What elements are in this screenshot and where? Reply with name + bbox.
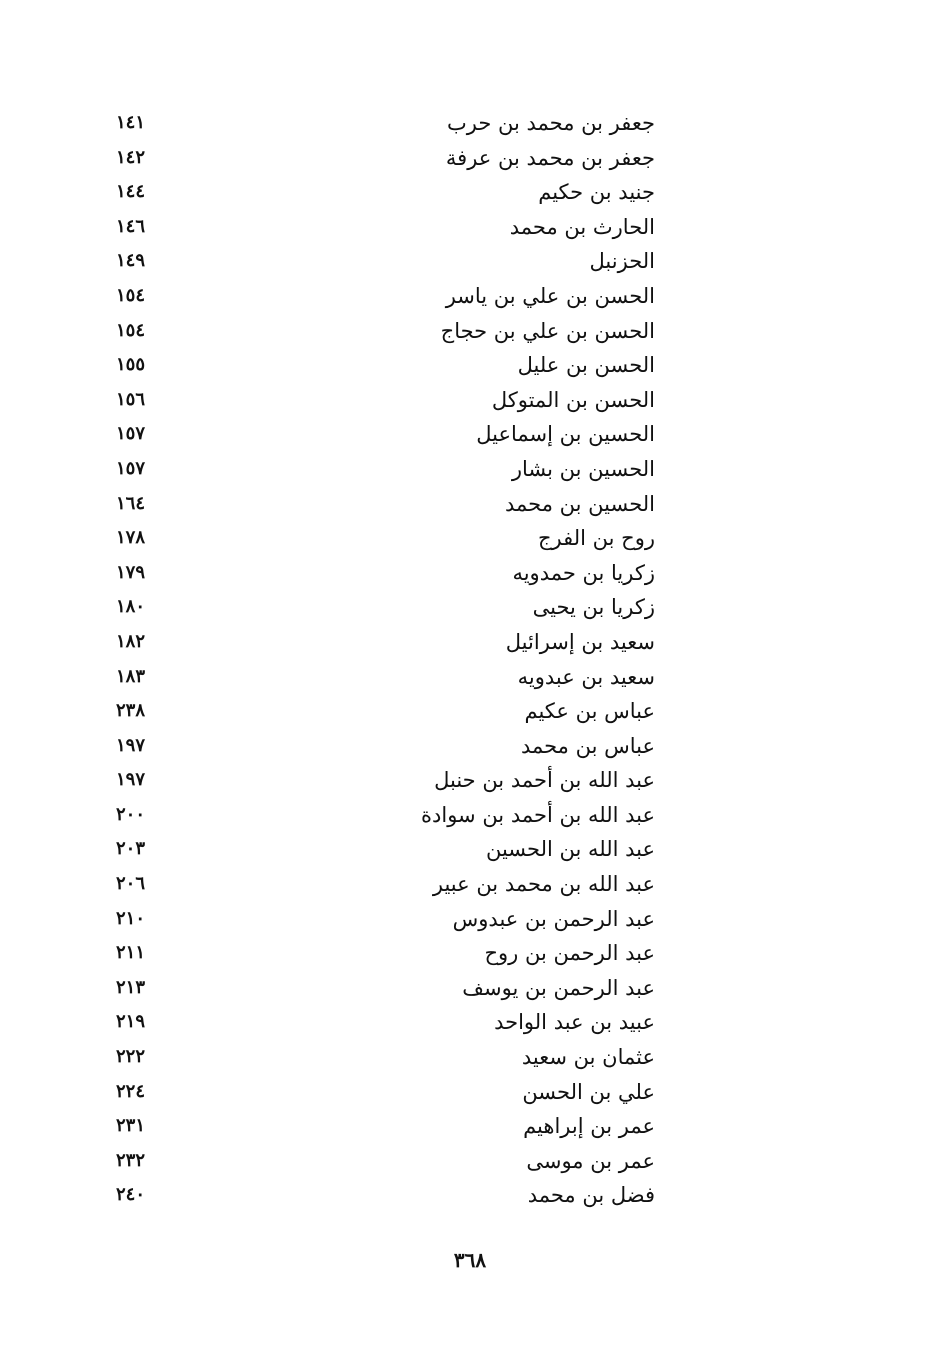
entry-page-number: ١٤٩ (116, 250, 146, 272)
index-entry (110, 452, 655, 487)
entry-name: عمر بن إبراهيم (523, 1114, 655, 1139)
entry-name: عبد الرحمن بن روح (484, 941, 655, 966)
entry-page-number: ٢٤٠ (116, 1184, 146, 1206)
index-entry (110, 244, 655, 279)
index-entry (110, 1178, 655, 1213)
index-entry (110, 971, 655, 1006)
entry-name: الحسين بن بشار (511, 456, 655, 481)
entry-name: عبيد بن عبد الواحد (494, 1010, 655, 1035)
entry-page-number: ١٩٧ (116, 734, 146, 756)
entry-page-number: ٢٢٤ (116, 1080, 146, 1102)
entry-name: الحسين بن إسماعيل (476, 422, 655, 447)
entry-name: عبد الرحمن بن يوسف (462, 975, 655, 1000)
entry-page-number: ١٩٧ (116, 769, 146, 791)
entry-name: الحسن بن علي بن حجاج (440, 318, 655, 343)
index-entry (110, 521, 655, 556)
index-entry (110, 210, 655, 245)
entry-name: عباس بن محمد (520, 733, 655, 758)
index-entry (110, 175, 655, 210)
entry-page-number: ١٨٠ (116, 596, 146, 618)
entry-name: عمر بن موسى (526, 1148, 655, 1173)
entry-page-number: ١٥٦ (116, 388, 146, 410)
page-number: ٣٦٨ (453, 1248, 487, 1272)
index-entry (110, 902, 655, 937)
index-entry (110, 936, 655, 971)
index-entry (110, 106, 655, 141)
index-entry (110, 314, 655, 349)
entry-page-number: ١٥٤ (116, 319, 146, 341)
index-entry (110, 729, 655, 764)
entry-page-number: ٢٠٠ (116, 803, 146, 825)
entry-name: روح بن الفرج (537, 526, 655, 551)
entry-page-number: ٢٠٦ (116, 873, 146, 895)
entry-page-number: ١٨٢ (116, 630, 146, 652)
index-entry (110, 660, 655, 695)
index-entry (110, 590, 655, 625)
entry-name: زكريا بن حمدويه (512, 560, 655, 585)
entry-page-number: ٢٢٢ (116, 1046, 146, 1068)
entry-name: جعفر بن محمد بن عرفة (445, 145, 655, 170)
entry-page-number: ١٧٩ (116, 561, 146, 583)
entry-page-number: ١٥٧ (116, 457, 146, 479)
entry-page-number: ٢١١ (116, 942, 146, 964)
entry-page-number: ٢٣٢ (116, 1149, 146, 1171)
entry-page-number: ١٥٤ (116, 284, 146, 306)
entry-name: عبد الله بن أحمد بن سوادة (421, 802, 655, 827)
index-entry (110, 141, 655, 176)
entry-page-number: ١٨٣ (116, 665, 146, 687)
entry-page-number: ١٧٨ (116, 527, 146, 549)
entry-name: عبد الرحمن بن عبدوس (452, 906, 655, 931)
index-entry (110, 694, 655, 729)
entry-page-number: ١٥٧ (116, 423, 146, 445)
entry-name: عباس بن عكيم (524, 699, 655, 724)
entry-name: سعيد بن إسرائيل (505, 629, 655, 654)
entry-name: عبد الله بن محمد بن عبير (432, 872, 655, 897)
index-entry (110, 348, 655, 383)
entry-name: جنيد بن حكيم (538, 180, 655, 205)
entry-page-number: ١٤٤ (116, 181, 146, 203)
entry-page-number: ١٤١ (116, 112, 146, 133)
entry-name: الحسن بن المتوكل (491, 387, 655, 412)
index-entry (110, 383, 655, 418)
entry-page-number: ١٤٢ (116, 146, 146, 168)
entry-name: الحسن بن عليل (517, 353, 655, 378)
index-entry (110, 1040, 655, 1075)
entry-page-number: ١٤٦ (116, 215, 146, 237)
entry-name: عبد الله بن أحمد بن حنبل (434, 768, 655, 793)
index-entry (110, 556, 655, 591)
index-entry (110, 832, 655, 867)
entry-name: علي بن الحسن (522, 1079, 655, 1104)
entry-name: سعيد بن عبدويه (517, 664, 655, 689)
index-entry (110, 798, 655, 833)
entry-name: جعفر بن محمد بن حرب (447, 111, 655, 135)
entry-name: فضل بن محمد (527, 1183, 655, 1208)
index-entry (110, 279, 655, 314)
entry-name: الحارث بن محمد (509, 214, 655, 239)
index-entry (110, 1109, 655, 1144)
entry-page-number: ٢١٠ (116, 907, 146, 929)
entry-name: الحسين بن محمد (505, 491, 655, 516)
entry-page-number: ١٦٤ (116, 492, 146, 514)
entry-name: عثمان بن سعيد (521, 1045, 655, 1070)
entry-page-number: ٢٠٣ (116, 838, 146, 860)
entry-page-number: ١٥٥ (116, 354, 146, 376)
index-entry (110, 417, 655, 452)
index-entry (110, 763, 655, 798)
index-entry (110, 867, 655, 902)
index-entry (110, 625, 655, 660)
index-entry (110, 1005, 655, 1040)
entry-name: الحزنبل (589, 249, 655, 274)
index-entry (110, 1144, 655, 1179)
entry-name: عبد الله بن الحسين (485, 837, 655, 862)
index-entry (110, 1075, 655, 1110)
entry-page-number: ٢١٣ (116, 976, 146, 998)
entry-page-number: ٢٣١ (116, 1115, 146, 1137)
entry-name: الحسن بن علي بن ياسر (445, 283, 655, 308)
entry-name: زكريا بن يحيى (532, 595, 655, 620)
index-list (110, 106, 655, 1213)
index-entry (110, 487, 655, 522)
entry-page-number: ٢١٩ (116, 1011, 146, 1033)
entry-page-number: ٢٣٨ (116, 700, 146, 722)
